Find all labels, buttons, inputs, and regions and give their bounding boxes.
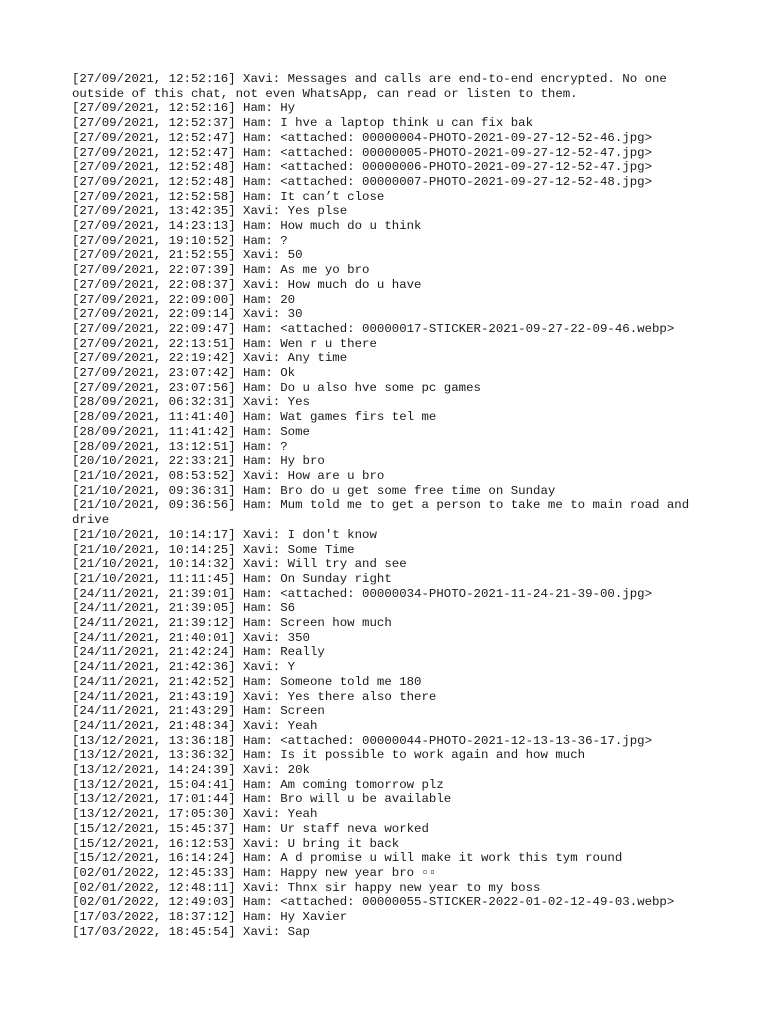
chat-message xyxy=(72,395,702,410)
message-text: Hy bro xyxy=(280,454,325,469)
message-sender: Xavi: xyxy=(243,924,281,939)
chat-message xyxy=(72,293,702,308)
message-timestamp: [28/09/2021, 06:32:31] xyxy=(72,395,236,410)
chat-message xyxy=(72,410,702,425)
message-sender: Ham: xyxy=(243,233,273,248)
message-timestamp: [13/12/2021, 15:04:41] xyxy=(72,777,236,792)
chat-message xyxy=(72,895,702,910)
message-sender: Xavi: xyxy=(243,763,281,778)
message-timestamp: [24/11/2021, 21:43:19] xyxy=(72,689,236,704)
chat-message xyxy=(72,381,702,396)
message-sender: Ham: xyxy=(243,571,273,586)
message-timestamp: [27/09/2021, 12:52:58] xyxy=(72,189,236,204)
message-text: I don't know xyxy=(287,527,377,542)
chat-message xyxy=(72,146,702,161)
message-sender: Xavi: xyxy=(243,630,281,645)
message-sender: Ham: xyxy=(243,366,273,381)
chat-message xyxy=(72,631,702,646)
message-sender: Xavi: xyxy=(243,277,281,292)
chat-message xyxy=(72,425,702,440)
message-timestamp: [21/10/2021, 10:14:25] xyxy=(72,542,236,557)
message-text: As me yo bro xyxy=(280,263,370,278)
message-timestamp: [28/09/2021, 11:41:42] xyxy=(72,424,236,439)
message-timestamp: [21/10/2021, 10:14:17] xyxy=(72,527,236,542)
chat-message xyxy=(72,528,702,543)
chat-message xyxy=(72,175,702,190)
chat-message xyxy=(72,851,702,866)
message-timestamp: [24/11/2021, 21:39:05] xyxy=(72,601,236,616)
message-text: Y xyxy=(287,660,296,675)
message-sender: Ham: xyxy=(243,321,273,336)
message-sender: Xavi: xyxy=(243,807,281,822)
message-timestamp: [13/12/2021, 17:05:30] xyxy=(72,807,236,822)
chat-message xyxy=(72,248,702,263)
message-timestamp: [27/09/2021, 19:10:52] xyxy=(72,233,236,248)
chat-message xyxy=(72,204,702,219)
message-sender: Ham: xyxy=(243,116,273,131)
chat-message xyxy=(72,469,702,484)
message-sender: Ham: xyxy=(243,616,273,631)
message-sender: Ham: xyxy=(243,498,273,513)
message-text: <attached: 00000034-PHOTO-2021-11-24-21-39-00.jpg> xyxy=(280,586,652,601)
chat-message xyxy=(72,101,702,116)
message-text: ? xyxy=(280,233,288,248)
chat-message xyxy=(72,366,702,381)
chat-message xyxy=(72,587,702,602)
message-timestamp: [02/01/2022, 12:49:03] xyxy=(72,895,236,910)
message-sender: Ham: xyxy=(243,748,273,763)
message-text: <attached: 00000055-STICKER-2022-01-02-12-49-03.webp> xyxy=(280,895,675,910)
chat-message xyxy=(72,454,702,469)
message-sender: Ham: xyxy=(243,189,273,204)
message-text: How much do u have xyxy=(287,277,422,292)
message-timestamp: [20/10/2021, 22:33:21] xyxy=(72,454,236,469)
message-timestamp: [27/09/2021, 23:07:56] xyxy=(72,380,236,395)
message-text: 350 xyxy=(287,630,310,645)
message-timestamp: [17/03/2022, 18:45:54] xyxy=(72,924,236,939)
chat-message xyxy=(72,616,702,631)
message-text: Wat games firs tel me xyxy=(280,410,437,425)
message-sender: Ham: xyxy=(243,895,273,910)
chat-message xyxy=(72,190,702,205)
message-timestamp: [28/09/2021, 13:12:51] xyxy=(72,439,236,454)
chat-message xyxy=(72,557,702,572)
chat-message xyxy=(72,72,702,101)
message-text: Sap xyxy=(287,924,310,939)
message-timestamp: [24/11/2021, 21:42:52] xyxy=(72,674,236,689)
message-text: Hy xyxy=(280,101,296,116)
message-text: On Sunday right xyxy=(280,571,392,586)
message-text: Really xyxy=(280,645,325,660)
message-sender: Ham: xyxy=(243,865,273,880)
chat-transcript xyxy=(72,72,702,939)
message-text: 20k xyxy=(287,763,310,778)
chat-message xyxy=(72,160,702,175)
message-text: Ok xyxy=(280,366,296,381)
chat-message xyxy=(72,278,702,293)
message-text: Yes plse xyxy=(287,204,348,219)
chat-message xyxy=(72,910,702,925)
message-timestamp: [13/12/2021, 17:01:44] xyxy=(72,792,236,807)
chat-message xyxy=(72,792,702,807)
message-sender: Ham: xyxy=(243,101,273,116)
message-timestamp: [21/10/2021, 08:53:52] xyxy=(72,468,236,483)
message-timestamp: [27/09/2021, 22:09:00] xyxy=(72,292,236,307)
message-timestamp: [27/09/2021, 21:52:55] xyxy=(72,248,236,263)
message-sender: Ham: xyxy=(243,674,273,689)
message-text: <attached: 00000004-PHOTO-2021-09-27-12-52-46.jpg> xyxy=(280,130,652,145)
message-timestamp: [15/12/2021, 16:12:53] xyxy=(72,836,236,851)
chat-message xyxy=(72,543,702,558)
chat-message xyxy=(72,351,702,366)
message-timestamp: [15/12/2021, 15:45:37] xyxy=(72,821,236,836)
message-sender: Ham: xyxy=(243,424,273,439)
message-text: Will try and see xyxy=(287,557,407,572)
chat-message xyxy=(72,484,702,499)
message-timestamp: [13/12/2021, 13:36:18] xyxy=(72,733,236,748)
chat-message xyxy=(72,675,702,690)
message-timestamp: [27/09/2021, 12:52:16] xyxy=(72,72,236,86)
message-sender: Xavi: xyxy=(243,307,281,322)
message-text: <attached: 00000017-STICKER-2021-09-27-22-09-46.webp> xyxy=(280,321,675,336)
message-sender: Ham: xyxy=(243,336,273,351)
message-timestamp: [24/11/2021, 21:43:29] xyxy=(72,704,236,719)
chat-message xyxy=(72,337,702,352)
message-text: Screen xyxy=(280,704,325,719)
message-text: Any time xyxy=(287,351,348,366)
message-timestamp: [27/09/2021, 22:09:47] xyxy=(72,321,236,336)
message-timestamp: [27/09/2021, 22:09:14] xyxy=(72,307,236,322)
message-sender: Xavi: xyxy=(243,527,281,542)
message-sender: Ham: xyxy=(243,821,273,836)
message-sender: Ham: xyxy=(243,292,273,307)
chat-message xyxy=(72,822,702,837)
message-sender: Ham: xyxy=(243,910,273,925)
chat-message xyxy=(72,807,702,822)
message-sender: Xavi: xyxy=(243,660,281,675)
message-text: A d promise u will make it work this tym round xyxy=(280,851,623,866)
message-timestamp: [02/01/2022, 12:48:11] xyxy=(72,880,236,895)
message-text: Messages and calls are end-to-end encrypted. No one outside of this chat, not even WhatsApp, can read or listen to them. xyxy=(72,72,675,101)
message-text: Bro do u get some free time on Sunday xyxy=(280,483,556,498)
message-text: How much do u think xyxy=(280,219,422,234)
message-timestamp: [21/10/2021, 10:14:32] xyxy=(72,557,236,572)
message-text: Bro will u be available xyxy=(280,792,452,807)
message-text: It can’t close xyxy=(280,189,385,204)
message-sender: Ham: xyxy=(243,851,273,866)
message-text: Some Time xyxy=(287,542,355,557)
chat-message xyxy=(72,601,702,616)
message-sender: Ham: xyxy=(243,645,273,660)
message-timestamp: [24/11/2021, 21:42:36] xyxy=(72,660,236,675)
message-sender: Ham: xyxy=(243,601,273,616)
message-text: How are u bro xyxy=(287,468,385,483)
message-text: <attached: 00000006-PHOTO-2021-09-27-12-52-47.jpg> xyxy=(280,160,652,175)
message-text: Screen how much xyxy=(280,616,392,631)
message-text: Some xyxy=(280,424,310,439)
message-sender: Xavi: xyxy=(243,689,281,704)
chat-message xyxy=(72,498,702,527)
chat-message xyxy=(72,263,702,278)
message-sender: Ham: xyxy=(243,483,273,498)
message-sender: Ham: xyxy=(243,130,273,145)
message-text: 30 xyxy=(287,307,303,322)
message-text: 50 xyxy=(287,248,303,263)
message-sender: Ham: xyxy=(243,704,273,719)
chat-message xyxy=(72,690,702,705)
message-text: <attached: 00000044-PHOTO-2021-12-13-13-36-17.jpg> xyxy=(280,733,652,748)
message-timestamp: [24/11/2021, 21:39:01] xyxy=(72,586,236,601)
message-text: Someone told me 180 xyxy=(280,674,422,689)
message-timestamp: [27/09/2021, 22:19:42] xyxy=(72,351,236,366)
chat-message xyxy=(72,763,702,778)
message-timestamp: [27/09/2021, 12:52:47] xyxy=(72,130,236,145)
message-timestamp: [15/12/2021, 16:14:24] xyxy=(72,851,236,866)
message-text: Yeah xyxy=(287,718,318,733)
message-timestamp: [02/01/2022, 12:45:33] xyxy=(72,865,236,880)
message-sender: Xavi: xyxy=(243,880,281,895)
message-sender: Xavi: xyxy=(243,836,281,851)
chat-message xyxy=(72,866,702,881)
message-timestamp: [27/09/2021, 23:07:42] xyxy=(72,366,236,381)
message-timestamp: [27/09/2021, 12:52:16] xyxy=(72,101,236,116)
chat-message xyxy=(72,778,702,793)
chat-message xyxy=(72,234,702,249)
message-timestamp: [24/11/2021, 21:42:24] xyxy=(72,645,236,660)
message-timestamp: [24/11/2021, 21:40:01] xyxy=(72,630,236,645)
chat-message xyxy=(72,307,702,322)
chat-message xyxy=(72,660,702,675)
message-sender: Ham: xyxy=(243,263,273,278)
message-sender: Ham: xyxy=(243,454,273,469)
message-sender: Xavi: xyxy=(243,72,281,86)
message-timestamp: [17/03/2022, 18:37:12] xyxy=(72,910,236,925)
message-text: U bring it back xyxy=(287,836,400,851)
message-timestamp: [27/09/2021, 12:52:48] xyxy=(72,160,236,175)
message-sender: Xavi: xyxy=(243,557,281,572)
message-text: Yes xyxy=(287,395,310,410)
message-sender: Xavi: xyxy=(243,204,281,219)
chat-message xyxy=(72,719,702,734)
chat-message xyxy=(72,734,702,749)
chat-message xyxy=(72,572,702,587)
message-sender: Xavi: xyxy=(243,395,281,410)
message-text: Mum told me to get a person to take me to main road and drive xyxy=(72,498,697,528)
message-timestamp: [21/10/2021, 09:36:56] xyxy=(72,498,236,513)
message-text: Ur staff neva worked xyxy=(280,821,429,836)
message-timestamp: [27/09/2021, 12:52:48] xyxy=(72,174,236,189)
message-sender: Ham: xyxy=(243,380,273,395)
chat-message xyxy=(72,131,702,146)
message-text: <attached: 00000007-PHOTO-2021-09-27-12-52-48.jpg> xyxy=(280,174,652,189)
message-timestamp: [27/09/2021, 13:42:35] xyxy=(72,204,236,219)
chat-message xyxy=(72,925,702,940)
message-text: Wen r u there xyxy=(280,336,377,351)
message-sender: Ham: xyxy=(243,410,273,425)
message-timestamp: [27/09/2021, 14:23:13] xyxy=(72,219,236,234)
message-sender: Ham: xyxy=(243,160,273,175)
chat-message xyxy=(72,881,702,896)
message-text: ? xyxy=(280,439,288,454)
message-timestamp: [28/09/2021, 11:41:40] xyxy=(72,410,236,425)
chat-message xyxy=(72,322,702,337)
chat-message xyxy=(72,116,702,131)
message-sender: Ham: xyxy=(243,733,273,748)
message-text: 20 xyxy=(280,292,296,307)
message-timestamp: [24/11/2021, 21:39:12] xyxy=(72,616,236,631)
message-sender: Xavi: xyxy=(243,718,281,733)
message-sender: Xavi: xyxy=(243,248,281,263)
message-text: Happy new year bro ▫▫ xyxy=(280,865,437,880)
message-sender: Ham: xyxy=(243,219,273,234)
message-sender: Ham: xyxy=(243,777,273,792)
message-sender: Ham: xyxy=(243,792,273,807)
message-text: Hy Xavier xyxy=(280,910,348,925)
message-text: Yes there also there xyxy=(287,689,437,704)
chat-message xyxy=(72,704,702,719)
chat-message xyxy=(72,837,702,852)
message-sender: Ham: xyxy=(243,439,273,454)
message-timestamp: [13/12/2021, 13:36:32] xyxy=(72,748,236,763)
message-text: Is it possible to work again and how much xyxy=(280,748,586,763)
message-sender: Ham: xyxy=(243,174,273,189)
message-text: Do u also hve some pc games xyxy=(280,380,481,395)
message-sender: Ham: xyxy=(243,145,273,160)
message-sender: Xavi: xyxy=(243,468,281,483)
message-timestamp: [27/09/2021, 22:07:39] xyxy=(72,263,236,278)
message-timestamp: [27/09/2021, 12:52:47] xyxy=(72,145,236,160)
message-timestamp: [13/12/2021, 14:24:39] xyxy=(72,763,236,778)
message-text: Am coming tomorrow plz xyxy=(280,777,444,792)
message-timestamp: [21/10/2021, 11:11:45] xyxy=(72,571,236,586)
message-sender: Ham: xyxy=(243,586,273,601)
message-timestamp: [24/11/2021, 21:48:34] xyxy=(72,718,236,733)
message-sender: Xavi: xyxy=(243,351,281,366)
chat-message xyxy=(72,645,702,660)
message-timestamp: [27/09/2021, 22:13:51] xyxy=(72,336,236,351)
message-timestamp: [27/09/2021, 12:52:37] xyxy=(72,116,236,131)
message-timestamp: [21/10/2021, 09:36:31] xyxy=(72,483,236,498)
message-text: I hve a laptop think u can fix bak xyxy=(280,116,534,131)
message-text: <attached: 00000005-PHOTO-2021-09-27-12-52-47.jpg> xyxy=(280,145,652,160)
message-text: Thnx sir happy new year to my boss xyxy=(287,880,541,895)
chat-message xyxy=(72,440,702,455)
chat-message xyxy=(72,219,702,234)
message-text: Yeah xyxy=(287,807,318,822)
message-sender: Xavi: xyxy=(243,542,281,557)
message-timestamp: [27/09/2021, 22:08:37] xyxy=(72,277,236,292)
chat-message xyxy=(72,748,702,763)
message-text: S6 xyxy=(280,601,296,616)
